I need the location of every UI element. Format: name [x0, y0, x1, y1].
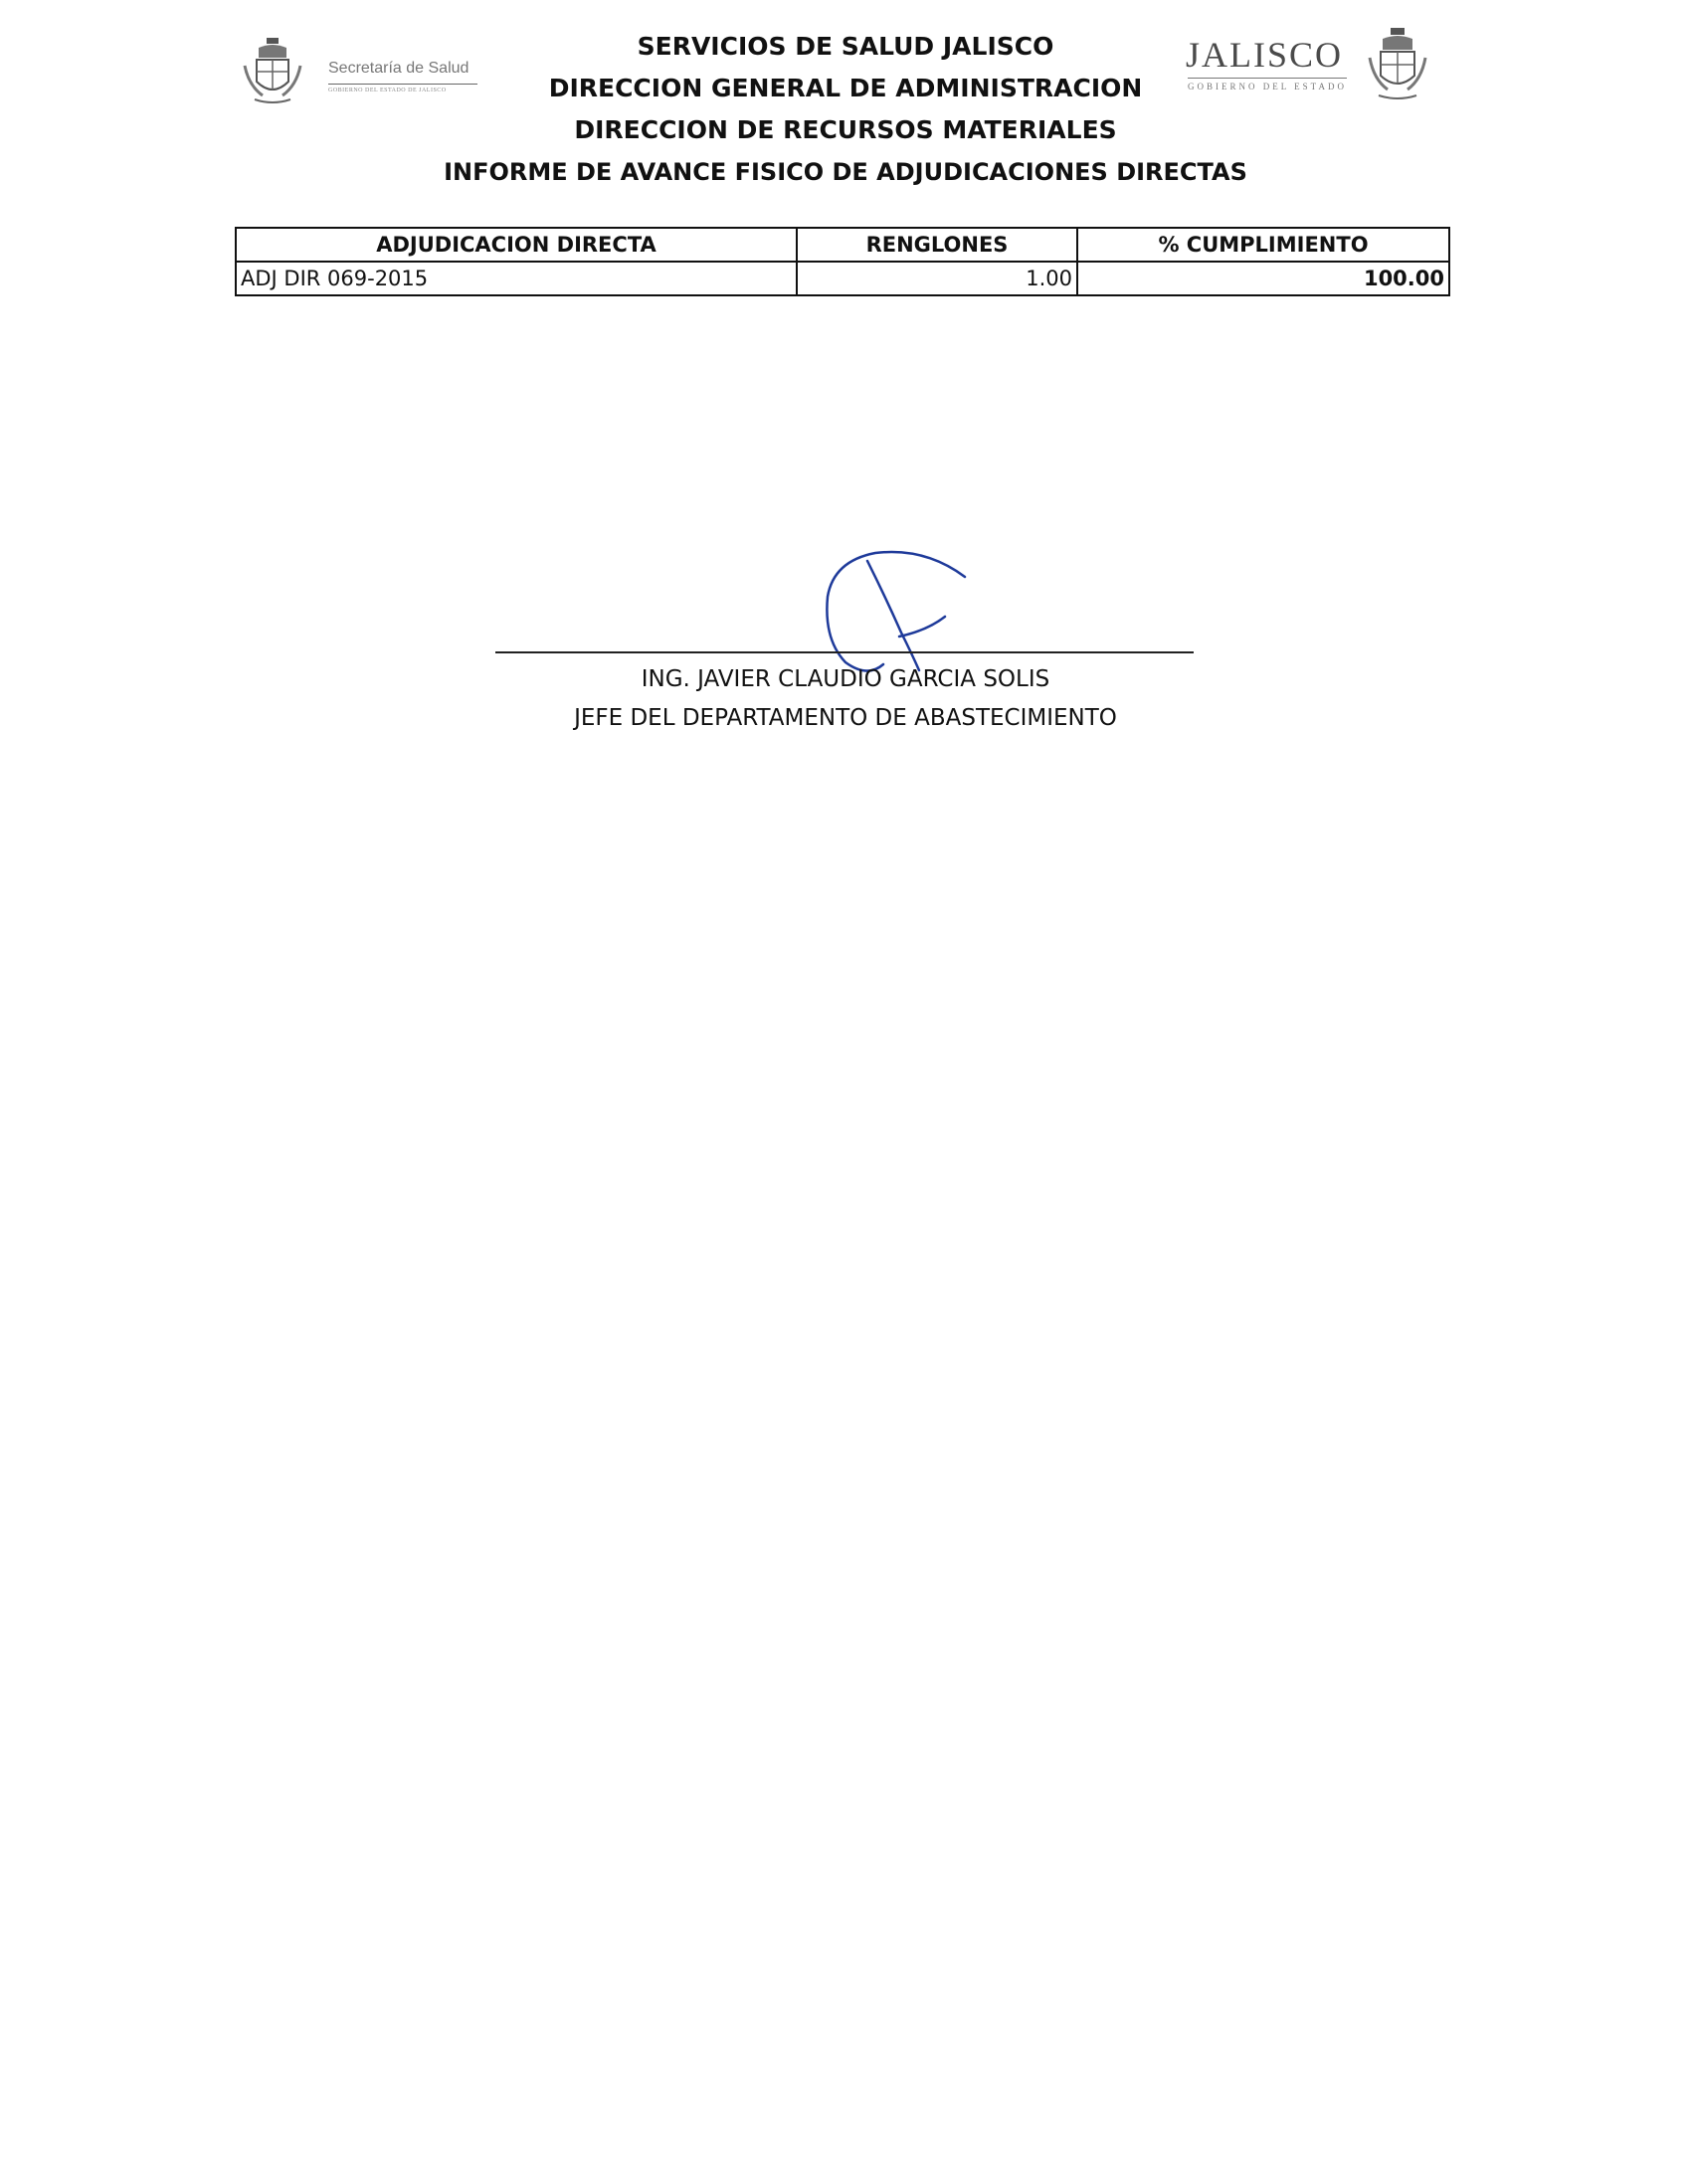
logo-divider: [1188, 78, 1347, 79]
title-line-direction: DIRECCION GENERAL DE ADMINISTRACION: [548, 74, 1143, 102]
coat-of-arms-icon: [1365, 26, 1430, 101]
signer-position: JEFE DEL DEPARTAMENTO DE ABASTECIMIENTO: [574, 705, 1117, 731]
signer-block: [398, 660, 1293, 738]
jalisco-subtitle: GOBIERNO DEL ESTADO: [1188, 82, 1347, 91]
signer-name: ING. JAVIER CLAUDIO GARCIA SOLIS: [641, 666, 1050, 692]
secretaria-salud-subtitle: GOBIERNO DEL ESTADO DE JALISCO: [328, 88, 447, 93]
coat-of-arms-icon: [237, 36, 308, 107]
cell-adjudicacion: ADJ DIR 069-2015: [236, 262, 797, 295]
report-title: INFORME DE AVANCE FISICO DE ADJUDICACIONES DIRECTAS: [444, 158, 1247, 186]
adjudications-table: [235, 227, 1450, 296]
document-title-block: [398, 26, 1293, 193]
jalisco-logo: [1184, 26, 1432, 115]
column-header-cumplimiento: % CUMPLIMIENTO: [1077, 228, 1449, 262]
column-header-renglones: RENGLONES: [797, 228, 1077, 262]
secretaria-salud-name: Secretaría de Salud: [328, 60, 469, 77]
jalisco-wordmark: JALISCO: [1186, 35, 1344, 75]
cell-renglones: 1.00: [797, 262, 1077, 295]
table-row: [236, 262, 1449, 295]
title-line-institution: SERVICIOS DE SALUD JALISCO: [637, 32, 1054, 61]
title-line-department: DIRECCION DE RECURSOS MATERIALES: [574, 115, 1117, 144]
table-header-row: [236, 228, 1449, 262]
cell-cumplimiento: 100.00: [1077, 262, 1449, 295]
signature-line: [495, 651, 1194, 653]
column-header-adjudicacion: ADJUDICACION DIRECTA: [236, 228, 797, 262]
